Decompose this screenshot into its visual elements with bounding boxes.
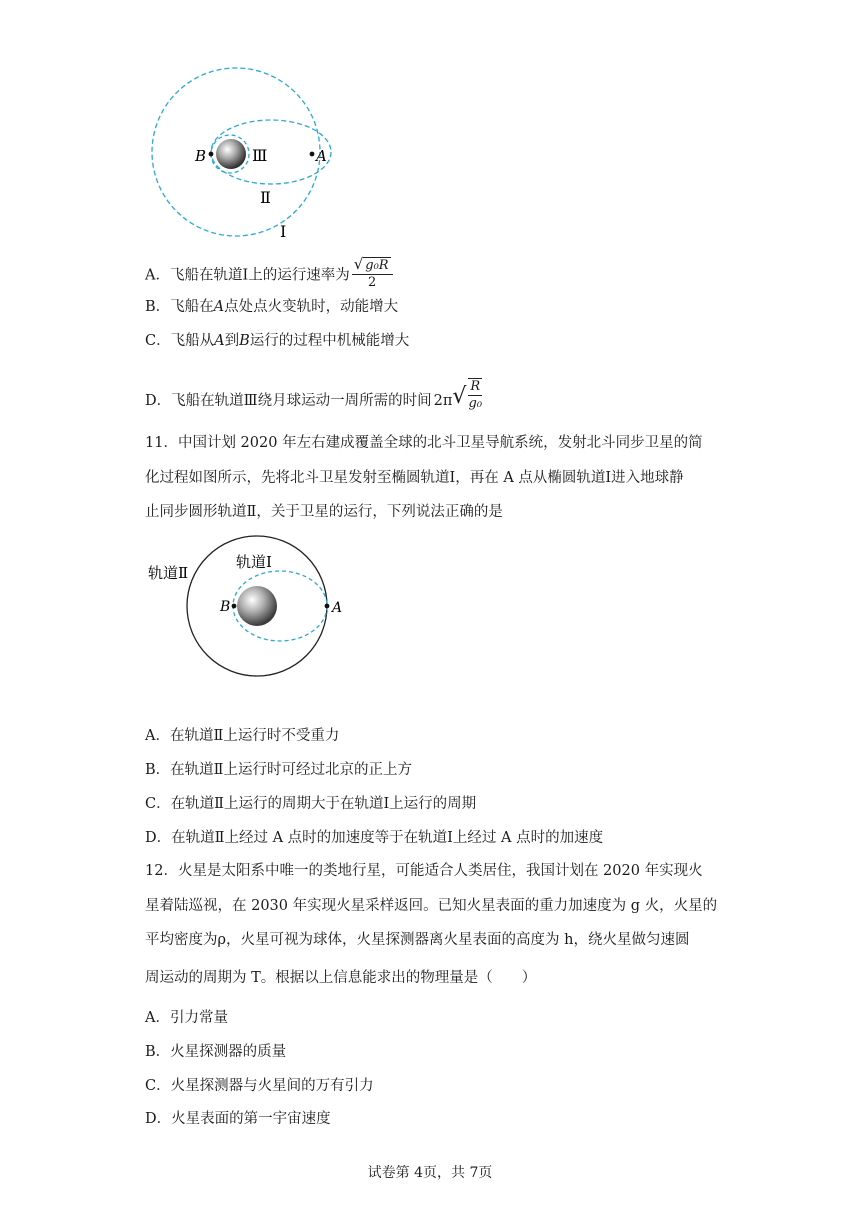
q12-option-b: B．火星探测器的质量 xyxy=(145,1044,287,1060)
label-b: B xyxy=(220,599,231,615)
q12-line-3: 平均密度为ρ，火星可视为球体，火星探测器离火星表面的高度为 h，绕火星做匀速圆 xyxy=(145,932,690,948)
label-orbit-1: Ⅰ xyxy=(280,222,287,241)
q11-option-b: B．在轨道Ⅱ上运行时可经过北京的正上方 xyxy=(145,762,413,778)
q12-option-d: D．火星表面的第一宇宙速度 xyxy=(145,1111,331,1127)
orbit-diagram-earth xyxy=(140,532,360,692)
q11-line-3: 止同步圆形轨道Ⅱ，关于卫星的运行，下列说法正确的是 xyxy=(145,504,503,520)
q12-option-a: A．引力常量 xyxy=(145,1010,228,1026)
q12-option-c: C．火星探测器与火星间的万有引力 xyxy=(145,1078,374,1094)
q12-line-4: 周运动的周期为 T。根据以上信息能求出的物理量是（ ） xyxy=(145,970,537,986)
q10-option-c: C．飞船从A到B运行的过程中机械能增大 xyxy=(145,333,410,349)
moon-ball xyxy=(216,139,246,169)
label-a: A xyxy=(332,600,343,616)
earth-ball xyxy=(237,586,277,626)
point-b xyxy=(209,152,214,157)
page-footer: 试卷第 4页，共 7页 xyxy=(367,1165,493,1181)
q10-option-b: B．飞船在A点处点火变轨时，动能增大 xyxy=(145,299,399,315)
q11-option-d: D．在轨道Ⅱ上经过 A 点时的加速度等于在轨道Ⅰ上经过 A 点时的加速度 xyxy=(145,830,604,846)
label-orbit-2: 轨道Ⅱ xyxy=(148,564,189,582)
label-b: B xyxy=(195,147,207,165)
q10-option-d: D．飞船在轨道Ⅲ绕月球运动一周所需的时间 2π√ $\frac{R}{\text{g₀}}$ xyxy=(145,379,483,411)
q12-line-1: 12．火星是太阳系中唯一的类地行星，可能适合人类居住，我国计划在 2020 年实现火 xyxy=(145,863,703,879)
q10-option-a: A．飞船在轨道Ⅰ上的运行速率为 $\frac{\text{√ g₀R}}{2}$ xyxy=(145,258,393,293)
q11-line-1: 11．中国计划 2020 年左右建成覆盖全球的北斗卫星导航系统，发射北斗同步卫星的简 xyxy=(145,435,703,451)
label-orbit-2: Ⅱ xyxy=(260,188,271,207)
q12-line-2: 星着陆巡视，在 2030 年实现火星采样返回。已知火星表面的重力加速度为 g 火，火星的 xyxy=(145,898,718,914)
point-a xyxy=(325,604,330,609)
q11-option-c: C．在轨道Ⅱ上运行的周期大于在轨道Ⅰ上运行的周期 xyxy=(145,796,477,812)
q11-option-a: A．在轨道Ⅱ上运行时不受重力 xyxy=(145,728,340,744)
label-a: A xyxy=(316,147,327,165)
point-b xyxy=(232,604,237,609)
point-a xyxy=(310,152,315,157)
orbit-diagram-moon xyxy=(140,66,350,246)
q11-line-2: 化过程如图所示，先将北斗卫星发射至椭圆轨道Ⅰ，再在 A 点从椭圆轨道Ⅰ进入地球静 xyxy=(145,470,684,486)
label-orbit-1: 轨道Ⅰ xyxy=(236,553,272,571)
label-orbit-3: Ⅲ xyxy=(252,146,268,165)
